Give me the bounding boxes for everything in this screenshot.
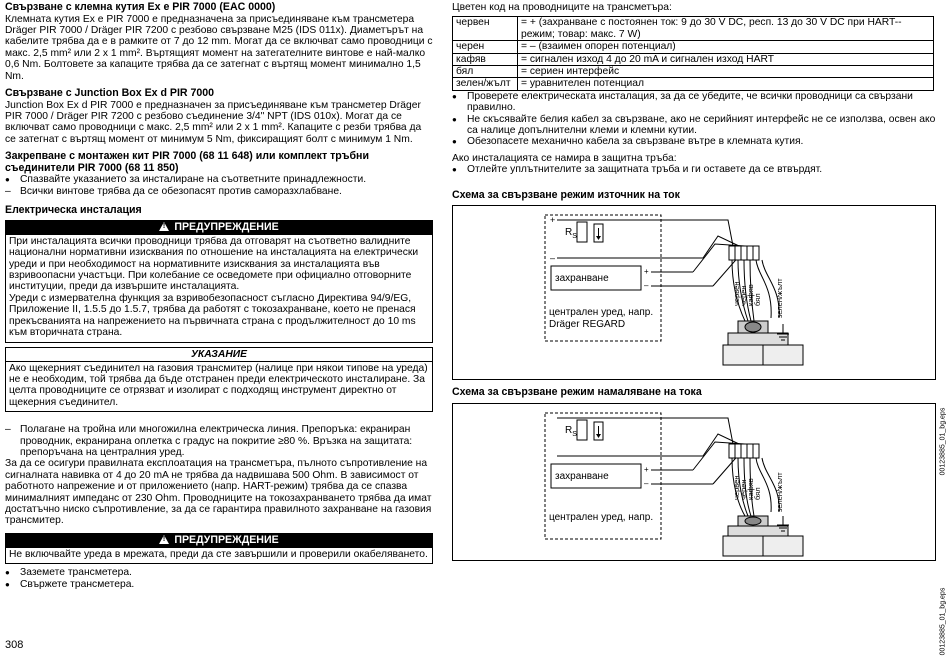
table-row — [453, 53, 934, 65]
color-code-title: Цветен код на проводниците на трансметъра: — [452, 2, 672, 13]
rs-label: $R_S$ — [565, 227, 577, 241]
eps-reference: 00123885_01_bg.eps — [939, 407, 947, 476]
central-unit-label: Dräger REGARD — [549, 319, 626, 331]
bullet-list — [5, 174, 433, 185]
transmitter-housing — [723, 516, 803, 556]
list-item: ● Спазвайте указанието за инсталиране на съответните принадлежности. — [5, 174, 433, 185]
wire-label: зелен/жълт — [775, 278, 784, 319]
table-row — [453, 17, 934, 41]
warning-text: Не включвайте уреда в мрежата, преди да сте завършили и проверили окабеляването. — [9, 548, 428, 560]
section-body: Клемната кутия Ex e PIR 7000 е предназначена за присъединяване към трансметера Dräger PIR 7000 / Dräger PIR 7200 с резбово свързване M25 (IDS 011x). Диаметърът на кабелите трябва да е в рамките от 7 до 12 mm. Могат да се включват само проводници с макс. 2,5 mm² или 2 x 1 mm². Въртящият момент на затегателните винтове е най-малко 0,6 Nm. Болтовете за капаците трябва да се затегнат с въртящ момент минимално 1,5 Nm. — [5, 13, 433, 82]
table-row — [453, 41, 934, 53]
table-cell: черен — [453, 41, 518, 53]
list-item: ● Заземете трансметера. — [5, 567, 433, 578]
warning-label: ПРЕДУПРЕЖДЕНИЕ — [174, 220, 279, 233]
minus-sign: – — [550, 253, 556, 264]
terminal-block — [729, 246, 759, 260]
wire-red — [683, 220, 733, 246]
list-item: ● Не скъсявайте белия кабел за свързване, ако не серийният интерфейс не се използва, освен ако са налице допълнителни клеми и клемни кутии. — [452, 114, 942, 137]
list-item: ● Проверете електрическата инсталация, за да се убедите, че всички проводници са свързани правилно. — [452, 91, 942, 114]
arrow-head-icon — [596, 236, 601, 240]
warning-box — [5, 234, 433, 343]
rs-label: $R_S$ — [565, 424, 577, 438]
wiring-diagram-svg — [453, 206, 935, 379]
table-cell: = сигнален изход 4 до 20 mA и сигнален изход HART — [518, 53, 934, 65]
warning-text: При инсталацията всички проводници трябва да отговарят на съответно валидните национални нормативни изисквания по отношение на инсталацията на електрически уреди и при необходимост на нормативните изисквания за инсталацията във взривоопасни участъци. При колебание се осведомете при официално отговорните институции, преди да извършите инсталацията. — [9, 235, 419, 293]
wire-label: зелен/жълт — [775, 472, 784, 512]
table-cell: кафяв — [453, 53, 518, 65]
supply-minus: – — [644, 281, 649, 291]
table-cell: = – (взаимен опорен потенциал) — [518, 41, 934, 53]
dash-list — [5, 424, 433, 458]
table-cell: зелен/жълт — [453, 78, 518, 90]
resistor-symbol — [577, 222, 587, 242]
section-junction-box — [5, 88, 433, 145]
warning-icon — [159, 535, 169, 544]
supply-label: захранване — [555, 470, 609, 482]
section-title: Електрическа инсталация — [5, 204, 142, 217]
diagram-title: Схема за свързване режим източник на ток — [452, 188, 680, 201]
wire-label: кафяв — [746, 284, 755, 307]
table-row — [453, 78, 934, 90]
note-header: УКАЗАНИЕ — [5, 347, 433, 361]
wire-label: бял — [753, 293, 762, 307]
color-code-table — [452, 16, 934, 90]
wire-label: бял — [753, 487, 762, 500]
wire-red — [683, 418, 733, 444]
table-cell: = + (захранване с постоянен ток: 9 до 30 V DC, респ. 13 до 30 V DC при HART--режим; товар: макс. 7 W) — [518, 17, 934, 41]
section-body: Junction Box Ex d PIR 7000 е предназначен за присъединяване към трансметер Dräger PIR 7000 / Dräger PIR 7200 с резбово съединение 3/4" NPT (IDS 010x). Могат да се включват само проводници с макс. 2,5 mm² или 2 x 1 mm². Капаците с резби трябва да се затегнат с въртящ момент от минимум 5 Nm, фиксиращият болт с минимум 1 Nm. — [5, 99, 422, 145]
supply-plus: + — [644, 267, 649, 277]
wiring-diagram-sink — [452, 403, 947, 656]
warning-header — [5, 220, 433, 234]
transmitter-housing — [723, 321, 803, 365]
table-cell: = уравнителен потенциал — [518, 78, 934, 90]
arrow-head-icon — [596, 434, 601, 438]
section-terminal-box — [5, 2, 433, 82]
section-title: Свързване с Junction Box Ex d PIR 7000 — [5, 87, 215, 100]
list-item: ● Свържете трансметера. — [5, 579, 433, 590]
paragraph: Ако инсталацията се намира в защитна тръба: — [452, 152, 677, 164]
paragraph: За да се осигури правилната експлоатация на трансметъра, пълното съпротивление на сигналната навивка от 4 до 20 mA не трябва да надвишава 500 Ohm. В зависимост от работното напрежение и от приложението (напр. HART-режим) трябва да се спазва минималният импеданс от 230 Ohm. Проводниците на токозахранването трябва да имат достатъчно ниско съпротивление, за да се гарантира правилното захранване на газовия трансмитер. — [5, 458, 432, 527]
warning-label: ПРЕДУПРЕЖДЕНИЕ — [174, 533, 279, 546]
bullet-list — [452, 164, 942, 175]
table-cell: бял — [453, 66, 518, 78]
eps-reference: 00123885_01_bg.eps — [939, 588, 947, 656]
supply-plus: + — [644, 464, 649, 474]
wire-label: червен — [732, 281, 741, 307]
section-mounting — [5, 151, 433, 197]
terminal-block — [729, 444, 759, 458]
resistor-symbol — [577, 420, 587, 440]
list-item: – Всички винтове трябва да се обезопасят против саморазхлабване. — [5, 186, 433, 197]
central-unit-label: централен уред, напр. — [549, 511, 654, 523]
section-title: Закрепване с монтажен кит PIR 7000 (68 11 648) или комплект тръбни съединители PIR 7000 (68 11 850) — [5, 150, 369, 174]
warning-header — [5, 533, 433, 547]
bullet-list — [5, 567, 433, 590]
central-unit-label: централен уред, напр. — [549, 307, 654, 319]
plus-sign: + — [550, 215, 556, 226]
wire-label: черен — [739, 285, 748, 307]
wire-label: червен — [732, 475, 741, 500]
left-column — [5, 2, 433, 590]
wiring-diagram-svg — [453, 404, 935, 560]
right-column — [452, 2, 947, 656]
table-cell: червен — [453, 17, 518, 41]
list-item: ● Обезопасете механично кабела за свързване вътре в клемната кутия. — [452, 136, 942, 147]
note-box — [5, 361, 433, 413]
wire-label: кафяв — [746, 478, 755, 500]
bullet-list — [452, 91, 942, 148]
warning-text: Уреди с измервателна функция за взривобезопасност съгласно Директива 94/9/EG, Приложение II, 1.5.5 до 1.5.7, трябва да работят с токозахранване, което не пренася прекъсванията на напрежението на първичната страна с продължителност до 10 ms към вторичната страна. — [9, 292, 416, 339]
section-electrical — [5, 205, 433, 590]
wire-label: черен — [739, 479, 748, 500]
supply-label: захранване — [555, 273, 609, 285]
table-cell: = сериен интерфейс — [518, 66, 934, 78]
section-title: Свързване с клемна кутия Ex e PIR 7000 (EAC 0000) — [5, 1, 276, 13]
supply-minus: – — [644, 478, 649, 488]
page-number: 308 — [5, 639, 24, 651]
note-text: Ако щекерният съединител на газовия трансмитер (налице при някои типове на уреда) не е необходим, той трябва да бъде отстранен преди електрическото инсталиране. За целта проводниците се отрязват и изолират с подходящ инструмент директно от щекерния съединител. — [9, 362, 428, 408]
dash-list — [5, 186, 433, 197]
diagram-title: Схема за свързване режим намаляване на тока — [452, 386, 702, 399]
warning-icon — [159, 222, 169, 231]
table-row — [453, 66, 934, 78]
list-item: ● Отлейте уплътнителите за защитната тръба и ги оставете да се втвърдят. — [452, 164, 942, 175]
wire-labels — [732, 278, 784, 318]
list-item: – Полагане на тройна или многожилна електрическа линия. Препоръка: екраниран проводник, екранирана оплетка с градус на покритие ≥80 %. Връзка на защитата: препоръчана на централния уред. — [5, 424, 433, 458]
warning-box — [5, 547, 433, 564]
